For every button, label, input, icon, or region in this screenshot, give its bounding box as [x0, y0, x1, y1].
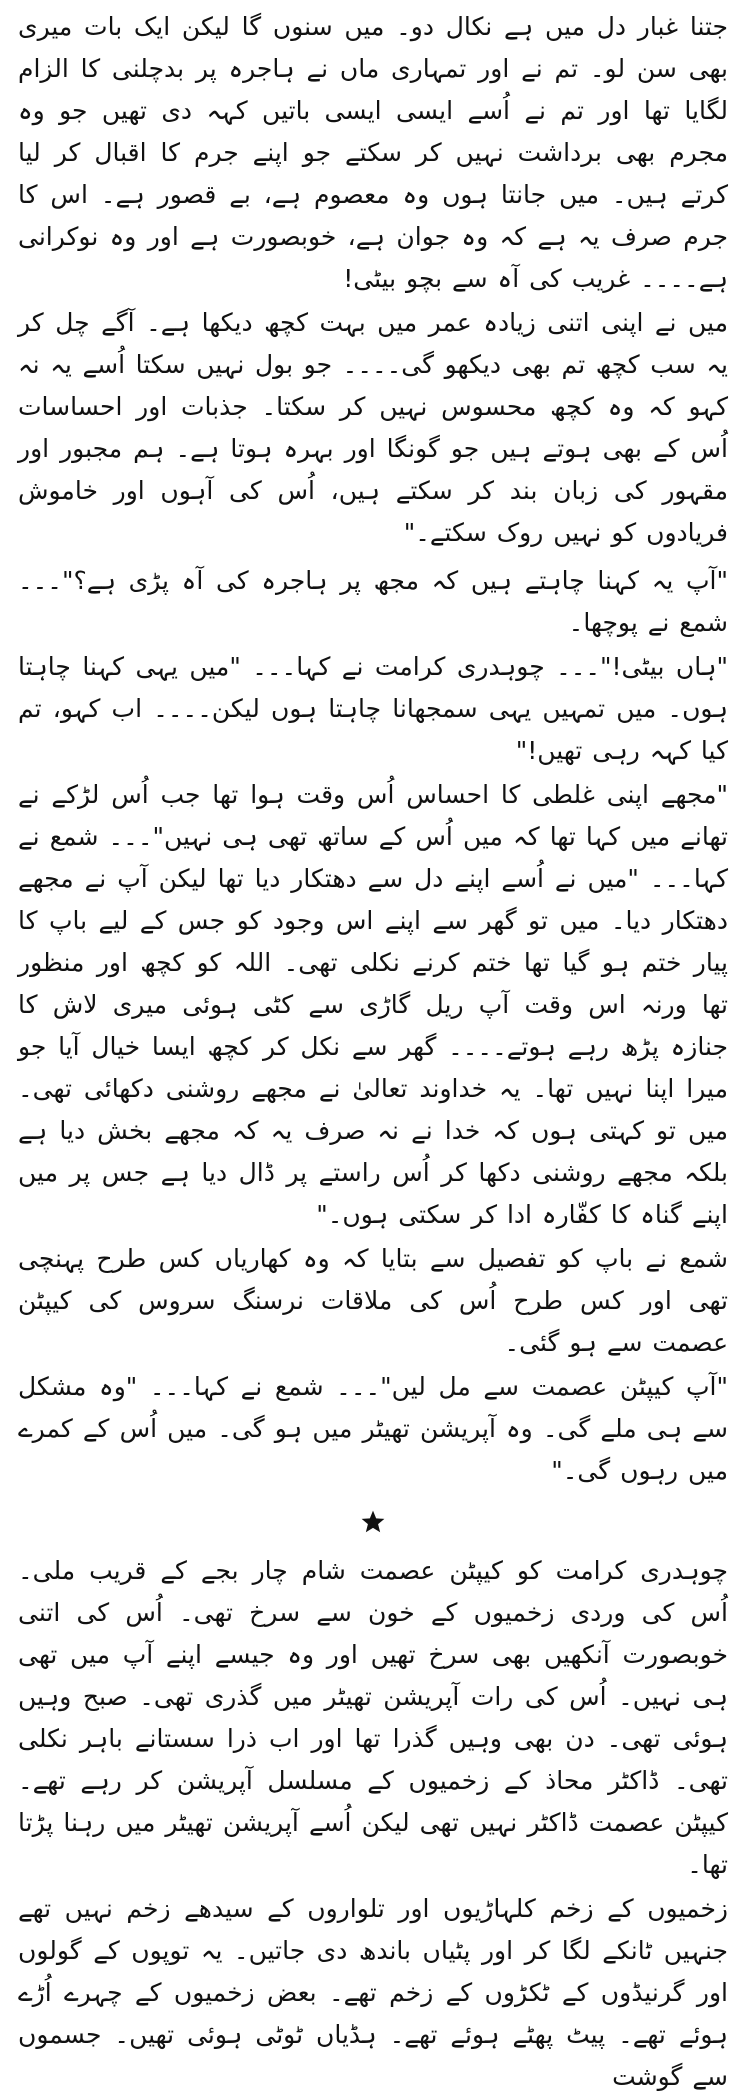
paragraph-experience: میں نے اپنی اتنی زیادہ عمر میں بہت کچھ دیکھا ہے۔ آگے چل کر یہ سب کچھ تم بھی دیکھو گی۔۔۔۔ جو بول نہیں سکتا اُسے یہ نہ کہو کہ وہ کچھ محسوس نہیں کر سکتا۔ جذبات اور احساسات اُس کے بھی ہوتے ہیں جو گونگا اور بہرہ ہوتا ہے۔ ہم مجبور اور مقہور کی زبان بند کر سکتے ہیں، اُس کی آہوں اور خاموش فریادوں کو نہیں روک سکتے۔" — [18, 308, 728, 547]
section-separator — [18, 1494, 728, 1550]
paragraph-shama-details: شمع نے باپ کو تفصیل سے بتایا کہ وہ کھاریاں کس طرح پہنچی تھی اور کس طرح اُس کی ملاقات نرسنگ سروس کی کیپٹن عصمت سے ہو گئی۔ — [18, 1244, 728, 1357]
paragraph-shama-question: "آپ یہ کہنا چاہتے ہیں کہ مجھ پر ہاجرہ کی آہ پڑی ہے؟"۔۔۔ شمع نے پوچھا۔ — [18, 566, 728, 637]
paragraph-wounded: زخمیوں کے زخم کلہاڑیوں اور تلواروں کے سیدھے زخم نہیں تھے جنہیں ٹانکے لگا کر اور پٹیاں باندھ دی جاتیں۔ یہ توپوں کے گولوں اور گرنیڈوں کے ٹکڑوں کے زخم تھے۔ بعض زخمیوں کے چہرے اُڑے ہوئے تھے۔ پیٹ پھٹے ہوئے تھے۔ ہڈیاں ٹوٹی ہوئی تھیں۔ جسموں سے گوشت — [18, 1894, 728, 2091]
paragraph-chaudhry-speech: جتنا غبار دل میں ہے نکال دو۔ میں سنوں گا لیکن ایک بات میری بھی سن لو۔ تم نے اور تمہاری ماں نے ہاجرہ پر بدچلنی کا الزام لگایا تھا اور تم نے اُسے ایسی ایسی باتیں کہہ دی تھیں جو وہ مجرم بھی برداشت نہیں کر سکتے جو اپنے جرم کا اقبال کر لیا کرتے ہیں۔ میں جانتا ہوں وہ معصوم ہے، بے قصور ہے۔ اس کا جرم صرف یہ ہے کہ وہ جوان ہے، خوبصورت ہے اور وہ نوکرانی ہے۔۔۔۔ غریب کی آہ سے بچو بیٹی! — [18, 12, 728, 293]
paragraph-captain-ismat: چوہدری کرامت کو کیپٹن عصمت شام چار بجے کے قریب ملی۔ اُس کی وردی زخمیوں کے خون سے سرخ تھی۔ اُس کی اتنی خوبصورت آنکھیں بھی سرخ تھیں اور وہ جیسے اپنے آپ میں تھی ہی نہیں۔ اُس کی رات آپریشن تھیٹر میں گذری تھی۔ صبح وہیں ہوئی تھی۔ دن بھی وہیں گذرا تھا اور اب ذرا سستانے باہر نکلی تھی۔ ڈاکٹر محاذ کے زخمیوں کے مسلسل آپریشن کر رہے تھے۔ کیپٹن عصمت ڈاکٹر نہیں تھی لیکن اُسے آپریشن تھیٹر میں رہنا پڑتا تھا۔ — [18, 1556, 728, 1879]
paragraph-chaudhry-reply: "ہاں بیٹی!"۔۔۔ چوہدری کرامت نے کہا۔۔۔ "میں یہی کہنا چاہتا ہوں۔ میں تمہیں یہی سمجھانا چاہتا ہوں لیکن۔۔۔۔ اب کہو، تم کیا کہہ رہی تھیں!" — [18, 652, 728, 765]
paragraph-shama-confession: "مجھے اپنی غلطی کا احساس اُس وقت ہوا تھا جب اُس لڑکے نے تھانے میں کہا تھا کہ میں اُس کے ساتھ تھی ہی نہیں"۔۔۔ شمع نے کہا۔۔۔ "میں نے اُسے اپنے دل سے دھتکار دیا تھا لیکن آپ نے مجھے دھتکار دیا۔ میں تو گھر سے اپنے اس وجود کو جس کے لیے باپ کا پیار ختم ہو گیا تھا ختم کرنے نکلی تھی۔ اللہ کو کچھ اور منظور تھا ورنہ اس وقت آپ ریل گاڑی سے کٹی ہوئی میری لاش کا جنازہ پڑھ رہے ہوتے۔۔۔۔ گھر سے نکل کر کچھ ایسا خیال آیا جو میرا اپنا نہیں تھا۔ یہ خداوند تعالیٰ نے مجھے روشنی دکھائی تھی۔ میں تو کہتی ہوں کہ خدا نے نہ صرف یہ کہ مجھے بخش دیا ہے بلکہ مجھے روشنی دکھا کر اُس راستے پر ڈال دیا ہے جس پر میں اپنے گناہ کا کفّارہ ادا کر سکتی ہوں۔" — [18, 780, 728, 1229]
paragraph-meet-captain: "آپ کیپٹن عصمت سے مل لیں"۔۔۔ شمع نے کہا۔۔۔ "وہ مشکل سے ہی ملے گی۔ وہ آپریشن تھیٹر میں ہو گی۔ میں اُس کے کمرے میں رہوں گی۔" — [18, 1372, 728, 1485]
star-icon — [360, 1509, 386, 1535]
